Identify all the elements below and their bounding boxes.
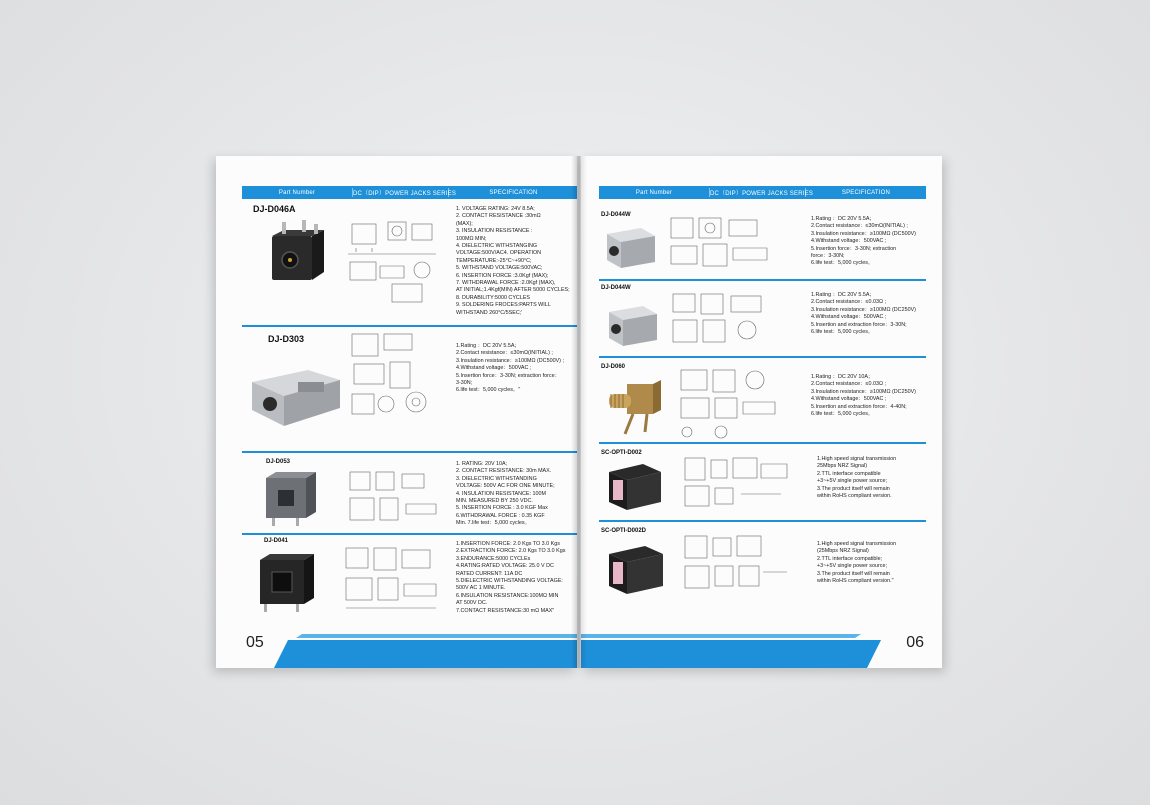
product-name: DJ-D041 (264, 538, 289, 544)
spec-line: MIN. MEASURED BY 250 VDC. (456, 498, 533, 505)
spec-list (456, 206, 570, 317)
header-part-number: Part Number (635, 189, 673, 196)
spec-line: 1.High speed signal transmission (817, 456, 897, 462)
spec-line: 2.Contact resistance：≤30mΩ(INITIAL) ; (456, 350, 553, 357)
spec-line: 1.High speed signal transmission (817, 541, 897, 547)
spec-line: 3. INSULATION RESISTANCE : (456, 228, 533, 235)
power-jack-photo (603, 296, 663, 354)
spec-line: 1.Rating ：DC 20V 5.5A； (456, 343, 520, 349)
spec-list (811, 216, 916, 268)
section-divider (599, 279, 926, 281)
optical-connector-photo (603, 458, 671, 516)
spec-line: 4. DIELECTRIC WITHSTANGING (456, 243, 538, 250)
spec-line: 3.The product itself will remain (817, 485, 890, 492)
spec-line: 2.Contact resistance：≤30mΩ(INITIAL) ; (811, 223, 908, 230)
technical-drawing (677, 366, 781, 442)
spec-line: 3.ENDURANCE:5000 CYCLEs (456, 555, 531, 562)
header-specification: SPECIFICATION (489, 189, 538, 196)
spec-list (811, 292, 916, 336)
spec-line: 4.Withstand voltage：500VAC ; (811, 314, 887, 321)
spec-line: AT 500V DC. (456, 600, 488, 607)
section-divider (242, 325, 577, 327)
spec-line: 6.INSULATION RESISTANCE:100MΩ MIN (456, 592, 559, 599)
power-jack-photo (601, 220, 661, 274)
left-page (216, 156, 577, 668)
technical-drawing (681, 532, 791, 598)
spec-line: 1.Rating ：DC 20V 5.5A； (811, 216, 875, 222)
spec-line: 7. WITHDRAWAL FORCE :2.0Kgf (MAX), (456, 280, 556, 287)
spec-line: 2.Contact resistance：≤0.03Ω ; (811, 299, 887, 306)
spec-line: 3.Insulation resistance：≥100MΩ (DC250V) (811, 306, 916, 313)
spec-line: 3.Insulation resistance：≥100MΩ (DC250V) (811, 388, 916, 395)
spec-line: AT INITIAL;1.4Kgf(MIN) AFTER 5000 CYCLES; (456, 287, 570, 294)
technical-drawing (681, 454, 791, 512)
section-divider (599, 442, 926, 444)
spec-line: 2. CONTACT RESISTANCE :30mΩ (456, 213, 541, 220)
spec-line: within RoHS compliant version." (817, 578, 894, 585)
section-divider (242, 451, 577, 453)
spec-line: 5.Insertion force：3-30N; extraction force： (456, 372, 560, 379)
product-name: DJ-D044W (601, 285, 631, 291)
spec-line: 4.RATING:RATED VOLTAGE: 25.0 V DC (456, 563, 554, 570)
spec-line: TEMPERATURE:-25°C~+90°C; (456, 257, 532, 264)
product-name: DJ-D053 (266, 459, 291, 465)
spec-line: (25Mbps NRZ Signal) (817, 548, 869, 555)
product-name: DJ-D303 (268, 334, 305, 344)
spec-line: 4. INSULATION RESISTANCE: 100M (456, 490, 546, 497)
spec-line: 4.Withstand voltage：500VAC ; (811, 396, 887, 403)
spec-line: 4.Withstand voltage：500VAC ; (456, 365, 532, 372)
spec-line: 1.Rating ：DC 20V 5.5A； (811, 292, 875, 298)
spec-line: 5. INSERTION FORCE : 3.0 KGF Max (456, 505, 548, 512)
spec-line: 6.WITHDRAWAL FORCE : 0.35 KGF (456, 512, 545, 519)
page-number: 05 (246, 634, 264, 651)
spec-line: within RoHS compliant version. (817, 493, 892, 500)
power-jack-photo (599, 370, 669, 438)
spec-line: WITHSTAND 260°C/5SEC;' (456, 309, 523, 316)
technical-drawing (350, 328, 442, 428)
brochure-spread (216, 156, 942, 670)
spec-line: 2.TTL interface compatible (817, 470, 881, 477)
technical-drawing (669, 214, 773, 272)
product-name: DJ-D046A (253, 204, 296, 214)
spec-line: +3~+5V single power source; (817, 478, 887, 485)
spec-line: 6.life test：5,000 cycles。 (811, 329, 874, 336)
power-jack-photo (262, 218, 334, 290)
spec-line: 5.Insertion force：3-30N; extraction (811, 245, 897, 252)
technical-drawing (346, 468, 442, 532)
spec-line: 5.Insertion and extraction force：3-30N; (811, 321, 907, 328)
spec-line: 6.life test：5,000 cycles。" (456, 387, 521, 394)
spec-line: 1. RATING: 20V 10A; (456, 461, 508, 467)
spec-line: 3-30N; (456, 380, 473, 387)
table-header (242, 186, 577, 199)
spec-line: (MAX); (456, 220, 473, 227)
header-series: DC（DIP）POWER JACKS SERIES (709, 188, 806, 197)
technical-drawing (669, 290, 773, 350)
spec-line: 25Mbps NRZ Signal) (817, 463, 868, 470)
spec-line: 3.Insulation resistance：≥100MΩ (DC500V) (811, 230, 916, 237)
spec-line: 1.Rating ：DC 20V 10A； (811, 374, 874, 380)
section-divider (599, 520, 926, 522)
section-divider (599, 356, 926, 358)
spec-line: 500V AC 1 MINUTE. (456, 585, 506, 592)
optical-connector-photo (603, 538, 673, 602)
spec-list (456, 541, 565, 615)
technical-drawing (346, 218, 438, 308)
power-jack-photo (248, 352, 348, 432)
spec-line: 100MΩ MIN; (456, 235, 487, 242)
spec-line: 3.The product itself will remain (817, 570, 890, 577)
spec-list (817, 456, 896, 500)
spec-line: 2.TTL interface compatible; (817, 555, 883, 562)
table-header (599, 186, 926, 199)
product-name: SC-OPTI-D002 (601, 450, 642, 456)
footer-band (581, 634, 942, 668)
footer-band (216, 634, 577, 668)
spec-list (817, 541, 896, 585)
section-divider (242, 533, 577, 535)
header-specification: SPECIFICATION (841, 189, 891, 196)
product-name: DJ-D044W (601, 212, 631, 218)
spec-line: 6. INSERTION FORCE :3.0Kgf (MAX); (456, 272, 549, 279)
power-jack-photo (250, 546, 324, 616)
spec-line: RATED CURRENT: 11A DC (456, 570, 523, 577)
spec-line: 2. CONTACT RESISTANCE: 30m MAX. (456, 468, 552, 475)
spec-line: Min. 7.life test：5,000 cycles。 (456, 520, 531, 527)
product-name: SC-OPTI-D002D (601, 528, 647, 534)
spec-line: 6.life test：5,000 cycles。 (811, 260, 874, 267)
spine-shadow (571, 156, 587, 668)
spec-line: 4.Withstand voltage：500VAC ; (811, 238, 887, 245)
spec-line: 1. VOLTAGE RATING: 24V 8.5A; (456, 206, 535, 212)
spec-line: 9. SOLDERING FROCES:PARTS WILL (456, 302, 551, 309)
page-number: 06 (906, 634, 924, 651)
spec-list (456, 343, 564, 395)
right-page (581, 156, 942, 668)
spec-line: 6.life test：5,000 cycles。 (811, 411, 874, 418)
spec-line: VOLTAGE:500V/AC4. OPERATION (456, 250, 542, 257)
spec-line: 3. DIELECTRIC WITHSTANDING (456, 475, 537, 482)
spec-line: +3~+5V single power source; (817, 563, 887, 570)
spec-line: 5. WITHSTAND VOLTAGE:500VAC; (456, 265, 543, 272)
spec-line: 7.CONTACT RESISTANCE:30 mΩ MAX" (456, 607, 555, 614)
spec-line: 5.Insertion and extraction force：4-40N; (811, 403, 907, 410)
spec-line: VOLTAGE: 500V AC FOR ONE MINUTE; (456, 483, 555, 490)
spec-line: 2.Contact resistance：≤0.03Ω ; (811, 381, 887, 388)
spec-line: 1.INSERTION FORCE: 2.0 Kgs TO 3.0 Kgs (456, 541, 560, 547)
spec-line: 5.DIELECTRIC WITHSTANDING VOLTAGE: (456, 578, 563, 585)
power-jack-photo (256, 468, 322, 528)
spec-line: force：3-30N; (811, 253, 845, 260)
spec-line: 8. DURABILITY:5000 CYCLES (456, 294, 531, 301)
header-series: DC（DIP）POWER JACKS SERIES (352, 188, 449, 197)
technical-drawing (342, 544, 442, 618)
spec-list (811, 374, 916, 418)
spec-line: 2.EXTRACTION FORCE: 2.0 Kgs TO 3.0 Kgs (456, 548, 566, 555)
spec-line: 3.Insulation resistance：≥100MΩ (DC500V) ; (456, 357, 564, 364)
spec-list (456, 461, 555, 528)
product-name: DJ-D060 (601, 364, 626, 370)
header-part-number: Part Number (278, 189, 316, 196)
